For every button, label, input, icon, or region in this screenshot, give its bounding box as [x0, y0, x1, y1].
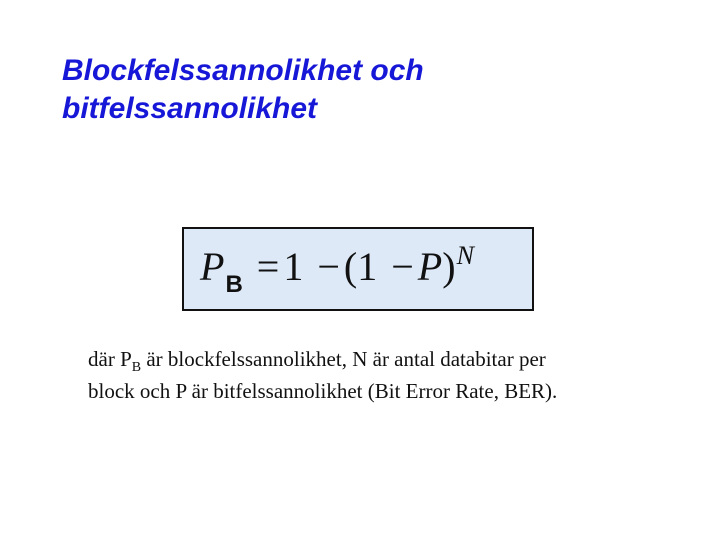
formula-pb-subscript: B [225, 271, 243, 298]
title-line-1: Blockfelssannolikhet och [62, 54, 424, 87]
formula-inner-minus: − [391, 244, 414, 289]
title-line-2: bitfelssannolikhet [62, 92, 318, 125]
formula-description [88, 345, 688, 406]
formula-inner-one: 1 [357, 244, 378, 289]
formula-equals: = [256, 244, 280, 289]
formula-pb-symbol: P [200, 244, 225, 289]
description-pb-subscript: B [131, 360, 142, 375]
formula-close-paren: ) [442, 244, 456, 289]
description-line-2: block och P är bitfelssannolikhet (Bit Error Rate, BER). [88, 379, 558, 403]
formula-minus: − [317, 244, 340, 289]
formula-exponent-n: N [456, 241, 474, 270]
formula-open-paren: ( [343, 244, 358, 289]
description-line-1 [88, 345, 688, 377]
description-line-1-end: är blockfelssannolikhet, N är antal databitar per [141, 347, 546, 371]
slide-title [62, 52, 682, 128]
description-line-1-start: där P [88, 347, 132, 371]
formula-one: 1 [283, 244, 304, 289]
formula-box [182, 227, 534, 311]
formula-p-symbol: P [417, 244, 443, 289]
block-error-formula [200, 243, 474, 297]
